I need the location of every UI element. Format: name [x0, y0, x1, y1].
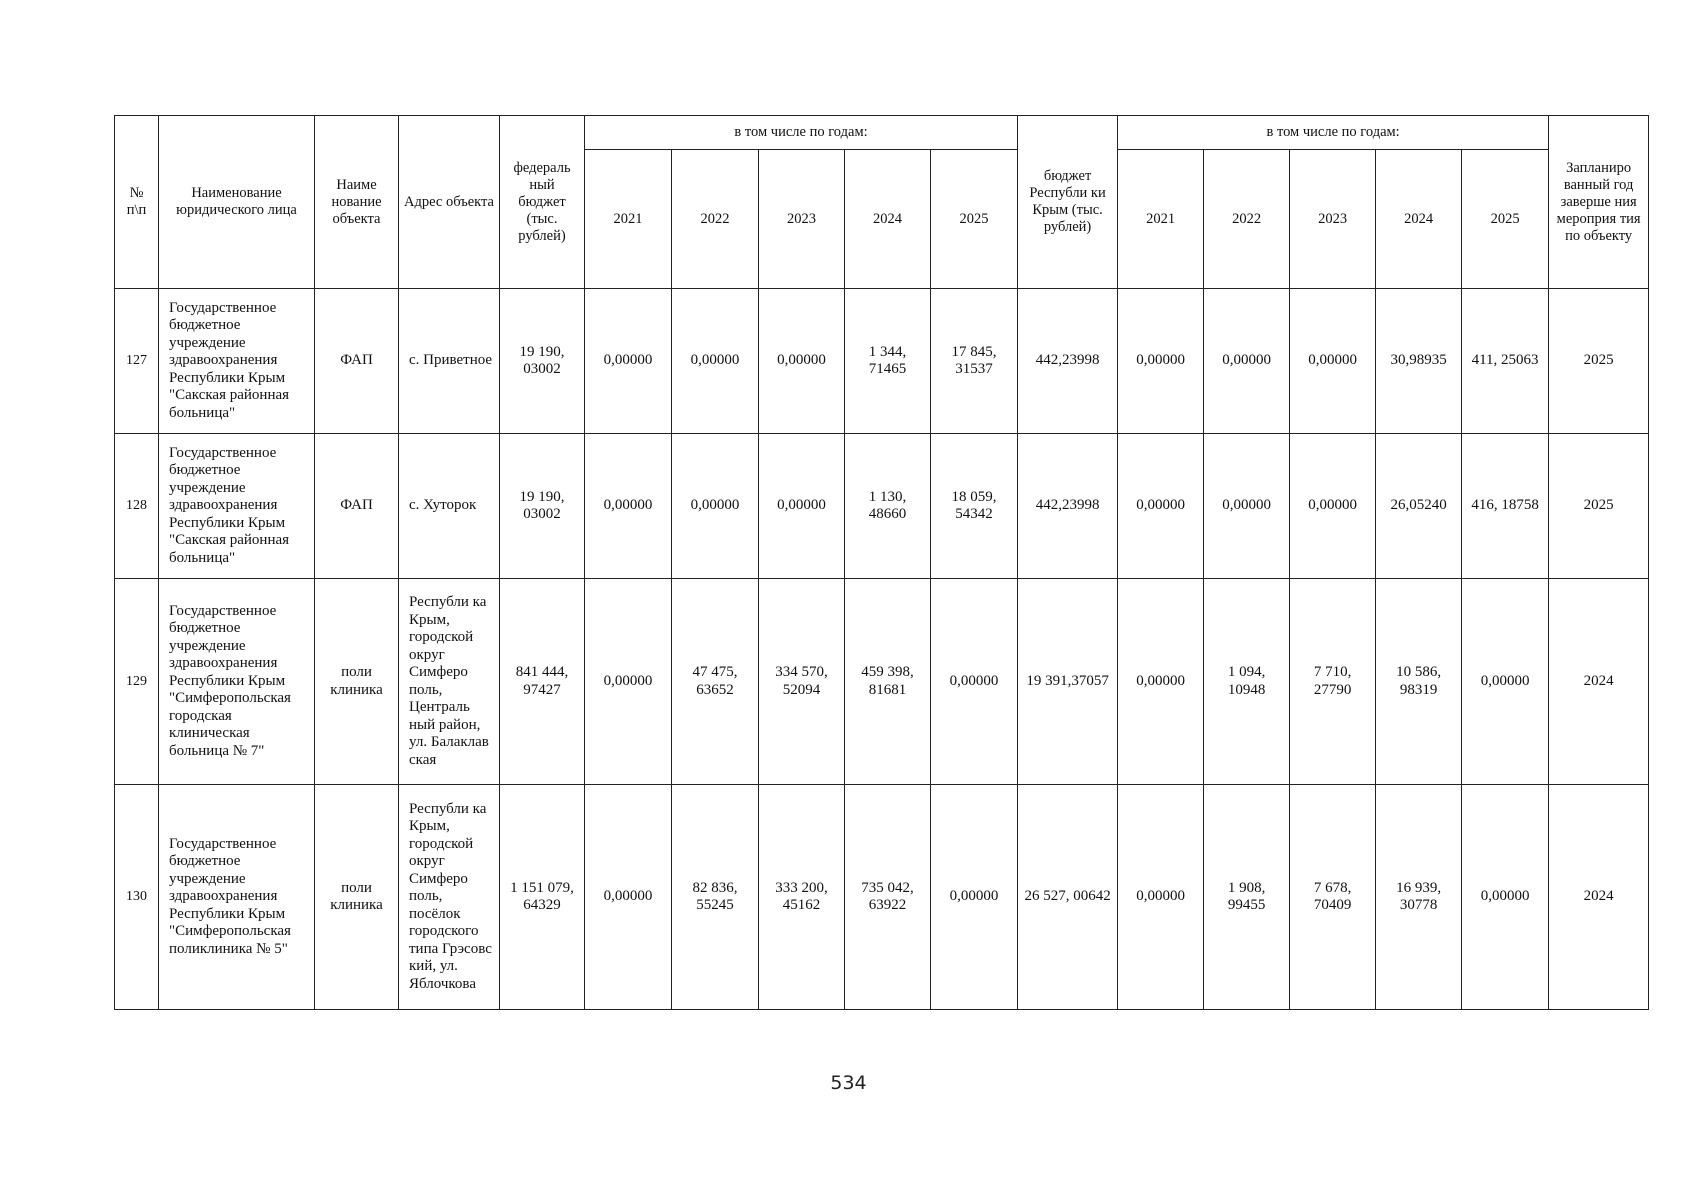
table-row	[115, 289, 1649, 434]
regional-2021-cell: 0,00000	[1118, 785, 1204, 1010]
row-number: 128	[115, 434, 159, 579]
address-cell: с. Хуторок	[399, 434, 500, 579]
row-number: 130	[115, 785, 159, 1010]
regional-2024-cell: 30,98935	[1376, 289, 1462, 434]
federal-2025-cell: 0,00000	[931, 785, 1018, 1010]
federal-2024-cell: 1 344, 71465	[845, 289, 931, 434]
legal-name-cell: Государственное бюджетное учреждение здравоохранения Республики Крым "Сакская районная больница"	[159, 289, 315, 434]
table-body	[115, 289, 1649, 1010]
regional-2024-cell: 16 939, 30778	[1376, 785, 1462, 1010]
header-federal-budget: федераль ный бюджет (тыс. рублей)	[500, 116, 585, 289]
federal-budget-cell: 19 190, 03002	[500, 289, 585, 434]
regional-2025-cell: 0,00000	[1462, 579, 1549, 785]
table-row	[115, 434, 1649, 579]
regional-2021-cell: 0,00000	[1118, 289, 1204, 434]
legal-name-cell: Государственное бюджетное учреждение здравоохранения Республики Крым "Симферопольская поликлиника № 5"	[159, 785, 315, 1010]
header-object-name: Наиме нование объекта	[315, 116, 399, 289]
regional-budget-cell: 26 527, 00642	[1018, 785, 1118, 1010]
federal-2025-cell: 18 059, 54342	[931, 434, 1018, 579]
regional-2025-cell: 0,00000	[1462, 785, 1549, 1010]
federal-2022-cell: 0,00000	[672, 289, 759, 434]
regional-2023-cell: 7 710, 27790	[1290, 579, 1376, 785]
federal-2025-cell: 0,00000	[931, 579, 1018, 785]
federal-2022-cell: 82 836, 55245	[672, 785, 759, 1010]
header-year-2023: 2023	[759, 150, 845, 289]
header-year-2021: 2021	[585, 150, 672, 289]
regional-2024-cell: 10 586, 98319	[1376, 579, 1462, 785]
regional-2021-cell: 0,00000	[1118, 434, 1204, 579]
header-year-2025: 2025	[1462, 150, 1549, 289]
federal-2022-cell: 0,00000	[672, 434, 759, 579]
header-year-2024: 2024	[845, 150, 931, 289]
regional-2021-cell: 0,00000	[1118, 579, 1204, 785]
planned-year-cell: 2025	[1549, 289, 1649, 434]
table-header	[115, 116, 1649, 289]
header-year-2022: 2022	[1204, 150, 1290, 289]
federal-2022-cell: 47 475, 63652	[672, 579, 759, 785]
federal-budget-cell: 1 151 079, 64329	[500, 785, 585, 1010]
regional-budget-cell: 442,23998	[1018, 289, 1118, 434]
regional-2022-cell: 0,00000	[1204, 289, 1290, 434]
regional-2025-cell: 416, 18758	[1462, 434, 1549, 579]
header-year-2025: 2025	[931, 150, 1018, 289]
object-cell: поли клиника	[315, 579, 399, 785]
federal-2023-cell: 0,00000	[759, 289, 845, 434]
header-year-2022: 2022	[672, 150, 759, 289]
federal-budget-cell: 19 190, 03002	[500, 434, 585, 579]
regional-budget-cell: 19 391,37057	[1018, 579, 1118, 785]
planned-year-cell: 2025	[1549, 434, 1649, 579]
regional-2024-cell: 26,05240	[1376, 434, 1462, 579]
federal-2024-cell: 1 130, 48660	[845, 434, 931, 579]
object-cell: ФАП	[315, 289, 399, 434]
regional-2025-cell: 411, 25063	[1462, 289, 1549, 434]
address-cell: Республи ка Крым, городской округ Симферо поль, посёлок городского типа Грэсовс кий, ул. Яблочкова	[399, 785, 500, 1010]
federal-2023-cell: 0,00000	[759, 434, 845, 579]
header-year-2021: 2021	[1118, 150, 1204, 289]
regional-2022-cell: 0,00000	[1204, 434, 1290, 579]
federal-2021-cell: 0,00000	[585, 434, 672, 579]
legal-name-cell: Государственное бюджетное учреждение здравоохранения Республики Крым "Симферопольская городская клиническая больница № 7"	[159, 579, 315, 785]
federal-2023-cell: 334 570, 52094	[759, 579, 845, 785]
header-legal-name: Наименование юридического лица	[159, 116, 315, 289]
table-row	[115, 579, 1649, 785]
federal-2021-cell: 0,00000	[585, 289, 672, 434]
header-regional-budget: бюджет Республи ки Крым (тыс. рублей)	[1018, 116, 1118, 289]
federal-budget-cell: 841 444, 97427	[500, 579, 585, 785]
budget-table	[114, 115, 1649, 1010]
regional-2022-cell: 1 908, 99455	[1204, 785, 1290, 1010]
regional-budget-cell: 442,23998	[1018, 434, 1118, 579]
planned-year-cell: 2024	[1549, 579, 1649, 785]
legal-name-cell: Государственное бюджетное учреждение здравоохранения Республики Крым "Сакская районная больница"	[159, 434, 315, 579]
federal-2021-cell: 0,00000	[585, 785, 672, 1010]
header-address: Адрес объекта	[399, 116, 500, 289]
federal-2024-cell: 459 398, 81681	[845, 579, 931, 785]
object-cell: поли клиника	[315, 785, 399, 1010]
header-year-2024: 2024	[1376, 150, 1462, 289]
federal-2023-cell: 333 200, 45162	[759, 785, 845, 1010]
regional-2022-cell: 1 094, 10948	[1204, 579, 1290, 785]
header-planned-year: Запланиро ванный год заверше ния мероприя тия по объекту	[1549, 116, 1649, 289]
planned-year-cell: 2024	[1549, 785, 1649, 1010]
address-cell: Республи ка Крым, городской округ Симферо поль, Централь ный район, ул. Балаклав ская	[399, 579, 500, 785]
regional-2023-cell: 0,00000	[1290, 434, 1376, 579]
row-number: 127	[115, 289, 159, 434]
object-cell: ФАП	[315, 434, 399, 579]
table-row	[115, 785, 1649, 1010]
header-regional-years-group: в том числе по годам:	[1118, 116, 1549, 150]
regional-2023-cell: 0,00000	[1290, 289, 1376, 434]
federal-2025-cell: 17 845, 31537	[931, 289, 1018, 434]
address-cell: с. Приветное	[399, 289, 500, 434]
header-federal-years-group: в том числе по годам:	[585, 116, 1018, 150]
header-year-2023: 2023	[1290, 150, 1376, 289]
regional-2023-cell: 7 678, 70409	[1290, 785, 1376, 1010]
federal-2024-cell: 735 042, 63922	[845, 785, 931, 1010]
header-num: № п\п	[115, 116, 159, 289]
page-number: 534	[830, 1072, 867, 1094]
row-number: 129	[115, 579, 159, 785]
federal-2021-cell: 0,00000	[585, 579, 672, 785]
